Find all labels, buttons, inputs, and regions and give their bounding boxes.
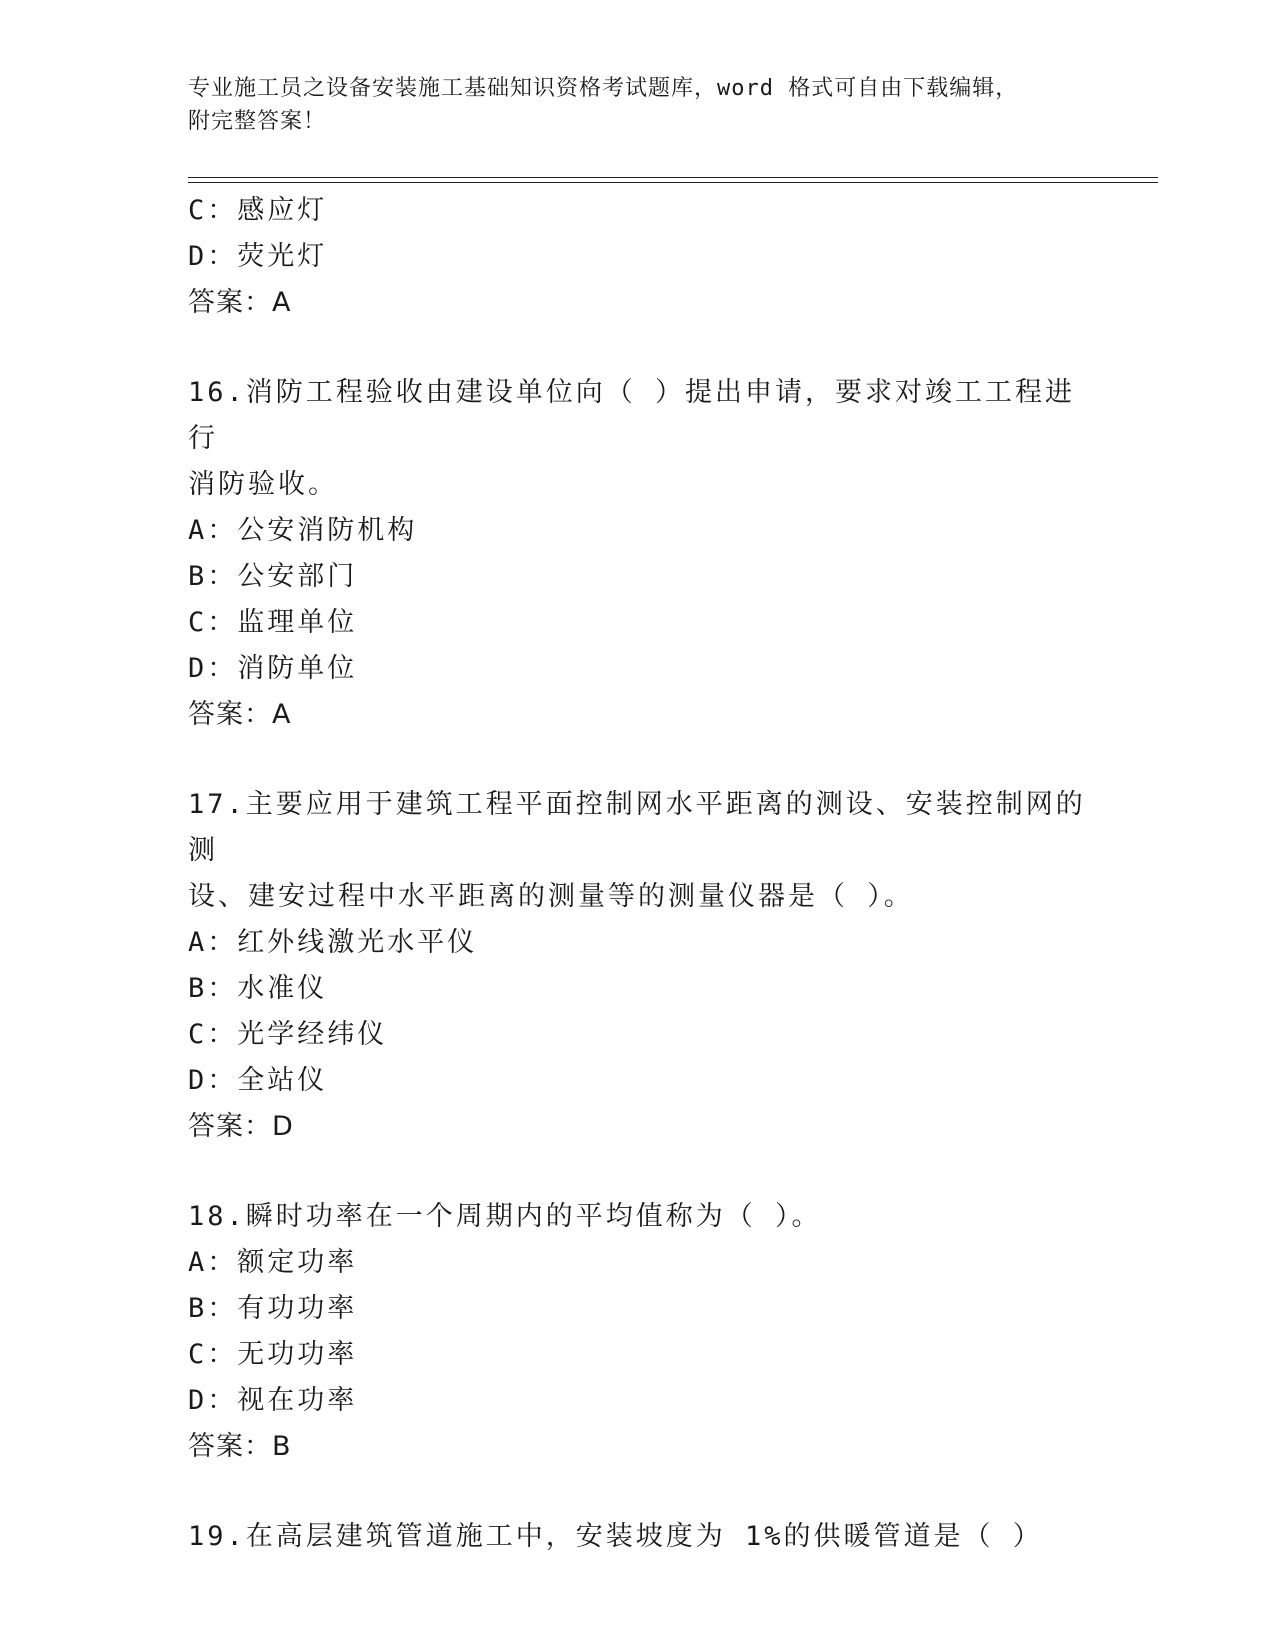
question-text-line: 消防验收。 [188, 469, 338, 500]
document-header [188, 72, 1068, 138]
question-text-line: 设、建安过程中水平距离的测量等的测量仪器是（ ）。 [188, 881, 914, 912]
option-a: A：额定功率 [188, 1247, 358, 1278]
header-line-1: 专业施工员之设备安装施工基础知识资格考试题库，word 格式可自由下载编辑， [188, 76, 1019, 101]
question-fragment [188, 188, 1088, 326]
question-text-line: 16.消防工程验收由建设单位向（ ）提出申请，要求对竣工工程进行 [188, 377, 1076, 454]
question-text-line: 17.主要应用于建筑工程平面控制网水平距离的测设、安装控制网的测 [188, 789, 1086, 866]
option-d: D：消防单位 [188, 653, 358, 684]
answer-line: 答案：A [188, 699, 292, 730]
question-16 [188, 370, 1088, 738]
option-c: C：光学经纬仪 [188, 1019, 388, 1050]
answer-line: 答案：B [188, 1431, 292, 1462]
answer-line: 答案：D [188, 1111, 294, 1142]
question-list [188, 188, 1088, 1560]
header-divider-bottom [188, 182, 1158, 183]
header-divider-top [188, 177, 1158, 178]
option-a: A：红外线激光水平仪 [188, 927, 478, 958]
option-c: C：无功功率 [188, 1339, 358, 1370]
option-d: D：荧光灯 [188, 241, 328, 272]
answer-line: 答案：A [188, 287, 292, 318]
option-c: C：感应灯 [188, 195, 328, 226]
option-b: B：有功功率 [188, 1293, 358, 1324]
header-line-2: 附完整答案！ [188, 109, 327, 134]
option-b: B：水准仪 [188, 973, 328, 1004]
option-d: D：视在功率 [188, 1385, 358, 1416]
question-19 [188, 1514, 1088, 1560]
option-a: A：公安消防机构 [188, 515, 418, 546]
question-text-line: 19.在高层建筑管道施工中，安装坡度为 1%的供暖管道是（ ） [188, 1521, 1043, 1552]
option-d: D：全站仪 [188, 1065, 328, 1096]
question-text-line: 18.瞬时功率在一个周期内的平均值称为（ ）。 [188, 1201, 822, 1232]
option-c: C：监理单位 [188, 607, 358, 638]
question-17 [188, 782, 1088, 1150]
question-18 [188, 1194, 1088, 1470]
option-b: B：公安部门 [188, 561, 358, 592]
